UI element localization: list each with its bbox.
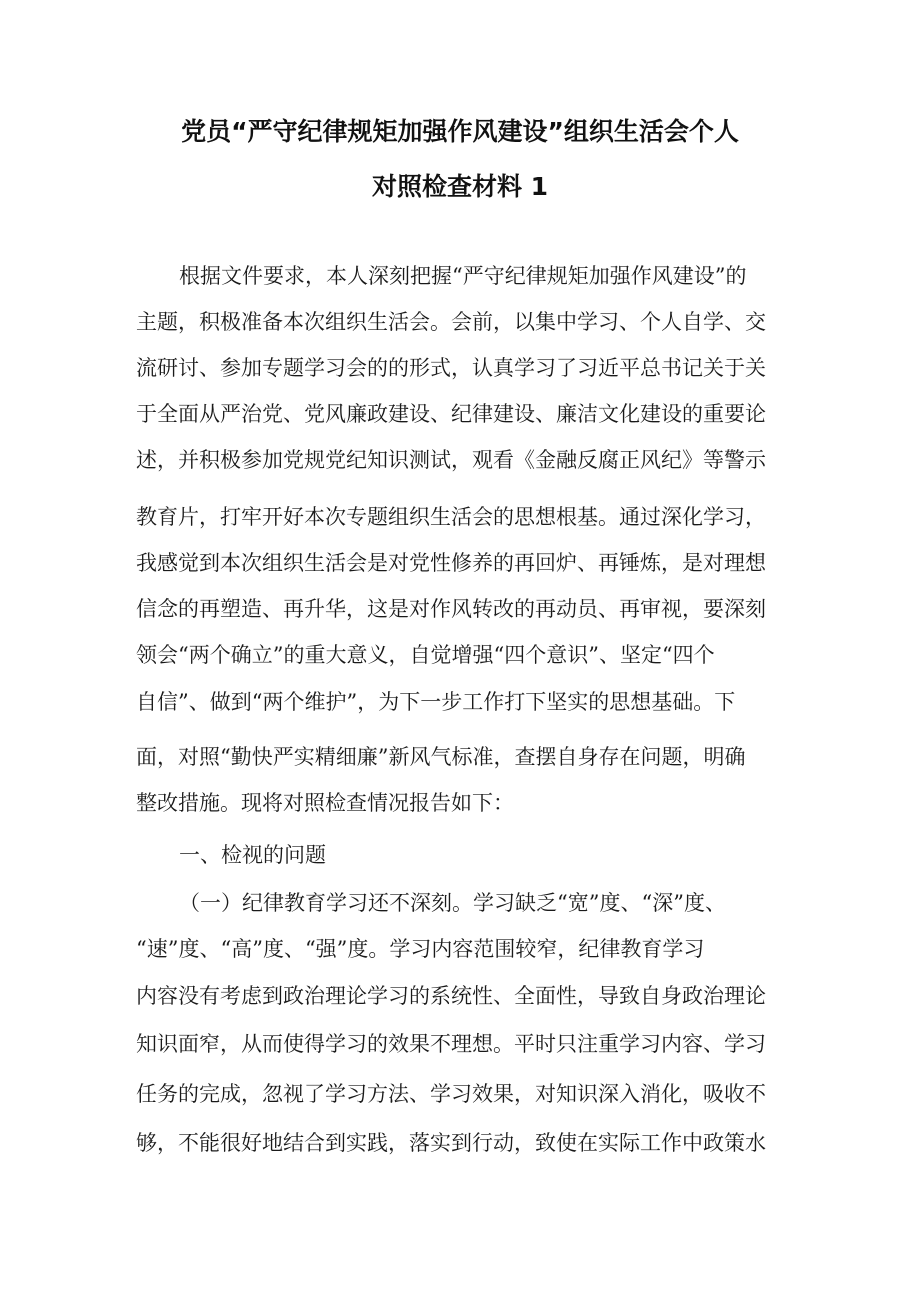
paragraph-2-line: 知识面窄，从而使得学习的效果不理想。平时只注重学习内容、学习 [136, 1032, 766, 1056]
paragraph-1-line: 面，对照“勤快严实精细廉”新风气标准，查摆自身存在问题，明确 [136, 745, 746, 769]
paragraph-2-line: 够，不能很好地结合到实践，落实到行动，致使在实际工作中政策水 [136, 1131, 766, 1155]
paragraph-2-line: 任务的完成，忽视了学习方法、学习效果，对知识深入消化，吸收不 [136, 1082, 766, 1106]
paragraph-1-line: 述，并积极参加党规党纪知识测试，观看《金融反腐正风纪》等警示 [136, 448, 766, 472]
document-title-line-1: 党员“严守纪律规矩加强作风建设”组织生活会个人 [181, 117, 739, 146]
paragraph-1-line: 自信”、做到“两个维护”，为下一步工作打下坚实的思想基础。下 [136, 690, 736, 714]
paragraph-1-line: 教育片，打牢开好本次专题组织生活会的思想根基。通过深化学习， [136, 505, 766, 529]
paragraph-1-line: 主题，积极准备本次组织生活会。会前，以集中学习、个人自学、交 [136, 310, 766, 334]
paragraph-1-line: 信念的再塑造、再升华，这是对作风转改的再动员、再审视，要深刻 [136, 597, 766, 621]
paragraph-1-line: 根据文件要求，本人深刻把握“严守纪律规矩加强作风建设”的 [179, 264, 747, 288]
document-title-line-2: 对照检查材料 1 [371, 172, 549, 201]
paragraph-1-line: 于全面从严治党、党风廉政建设、纪律建设、廉洁文化建设的重要论 [136, 402, 766, 426]
section-heading: 一、检视的问题 [179, 843, 326, 867]
paragraph-2-line: “速”度、“高”度、“强”度。学习内容范围较窄，纪律教育学习 [136, 937, 705, 961]
paragraph-2-line: （一）纪律教育学习还不深刻。学习缺乏“宽”度、“深”度、 [179, 891, 726, 915]
paragraph-2-line: 内容没有考虑到政治理论学习的系统性、全面性，导致自身政治理论 [136, 984, 766, 1008]
paragraph-1-line: 整改措施。现将对照检查情况报告如下： [136, 791, 514, 815]
paragraph-1-line: 我感觉到本次组织生活会是对党性修养的再回炉、再锤炼，是对理想 [136, 551, 766, 575]
paragraph-1-line: 领会“两个确立”的重大意义，自觉增强“四个意识”、坚定“四个 [136, 643, 715, 667]
paragraph-1-line: 流研讨、参加专题学习会的的形式，认真学习了习近平总书记关于关 [136, 356, 766, 380]
